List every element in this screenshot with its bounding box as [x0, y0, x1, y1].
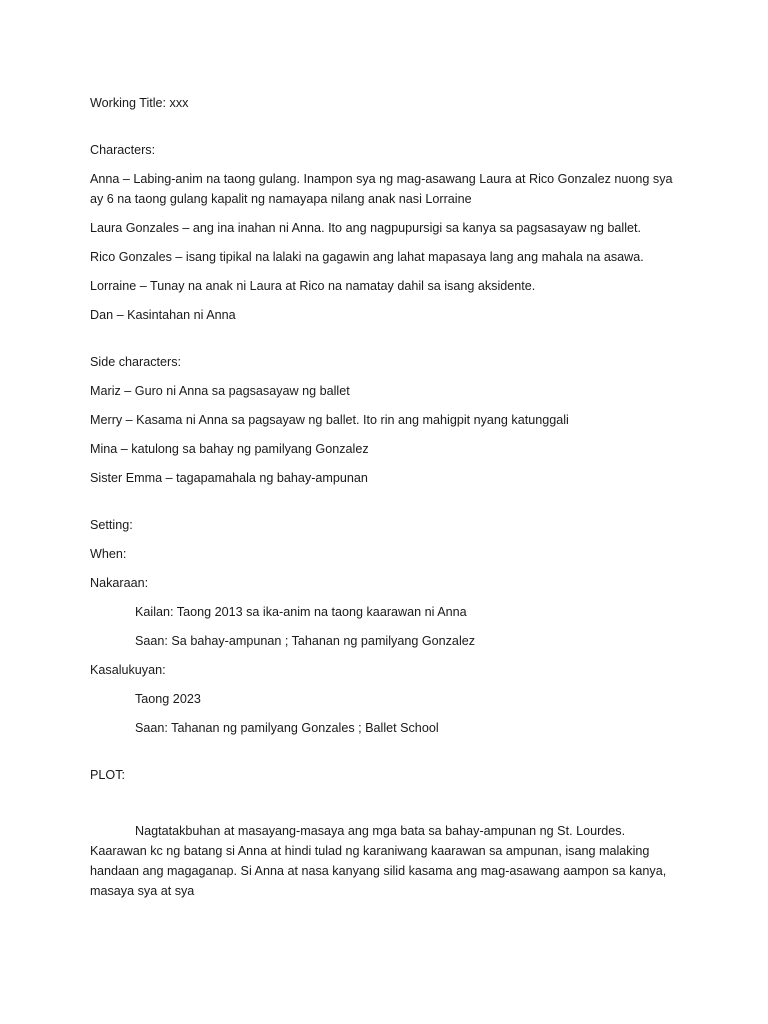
kasalukuyan-saan: Saan: Tahanan ng pamilyang Gonzales ; Ballet School [135, 721, 439, 735]
side-character-mina: Mina – katulong sa bahay ng pamilyang Gonzalez [90, 442, 369, 456]
plot-paragraph: Nagtatakbuhan at masayang-masaya ang mga bata sa bahay-ampunan ng St. Lourdes. Kaarawan kc ng batang si Anna at hindi tulad ng karaniwang kaarawan sa ampunan, isang malaking handaan ang magaganap. Si Anna at nasa kanyang silid kasama ang mag-asawang aampon sa kanya, masaya sya at sya [90, 824, 667, 898]
kasalukuyan-taon: Taong 2023 [135, 692, 201, 706]
character-anna: Anna – Labing-anim na taong gulang. Inampon sya ng mag-asawang Laura at Rico Gonzalez nuong sya ay 6 na taong gulang kapalit ng namayapa nilang anak nasi Lorraine [90, 172, 673, 206]
character-lorraine: Lorraine – Tunay na anak ni Laura at Rico na namatay dahil sa isang aksidente. [90, 279, 536, 293]
setting-heading: Setting: [90, 518, 133, 532]
side-character-merry: Merry – Kasama ni Anna sa pagsayaw ng ballet. Ito rin ang mahigpit nyang katunggali [90, 413, 569, 427]
document-page [90, 93, 682, 910]
side-character-mariz: Mariz – Guro ni Anna sa pagsasayaw ng ballet [90, 384, 350, 398]
character-laura: Laura Gonzales – ang ina inahan ni Anna. Ito ang nagpupursigi sa kanya sa pagsasayaw ng ballet. [90, 221, 642, 235]
nakaraan-saan: Saan: Sa bahay-ampunan ; Tahanan ng pamilyang Gonzalez [135, 634, 476, 648]
working-title: Working Title: xxx [90, 96, 189, 110]
side-character-emma: Sister Emma – tagapamahala ng bahay-ampunan [90, 471, 368, 485]
side-characters-heading: Side characters: [90, 355, 181, 369]
character-rico: Rico Gonzales – isang tipikal na lalaki na gagawin ang lahat mapasaya lang ang mahala na asawa. [90, 250, 644, 264]
nakaraan-kailan: Kailan: Taong 2013 sa ika-anim na taong kaarawan ni Anna [135, 605, 467, 619]
nakaraan-label: Nakaraan: [90, 576, 149, 590]
plot-heading: PLOT: [90, 768, 125, 782]
kasalukuyan-label: Kasalukuyan: [90, 663, 166, 677]
when-label: When: [90, 547, 127, 561]
character-dan: Dan – Kasintahan ni Anna [90, 308, 236, 322]
characters-heading: Characters: [90, 143, 156, 157]
